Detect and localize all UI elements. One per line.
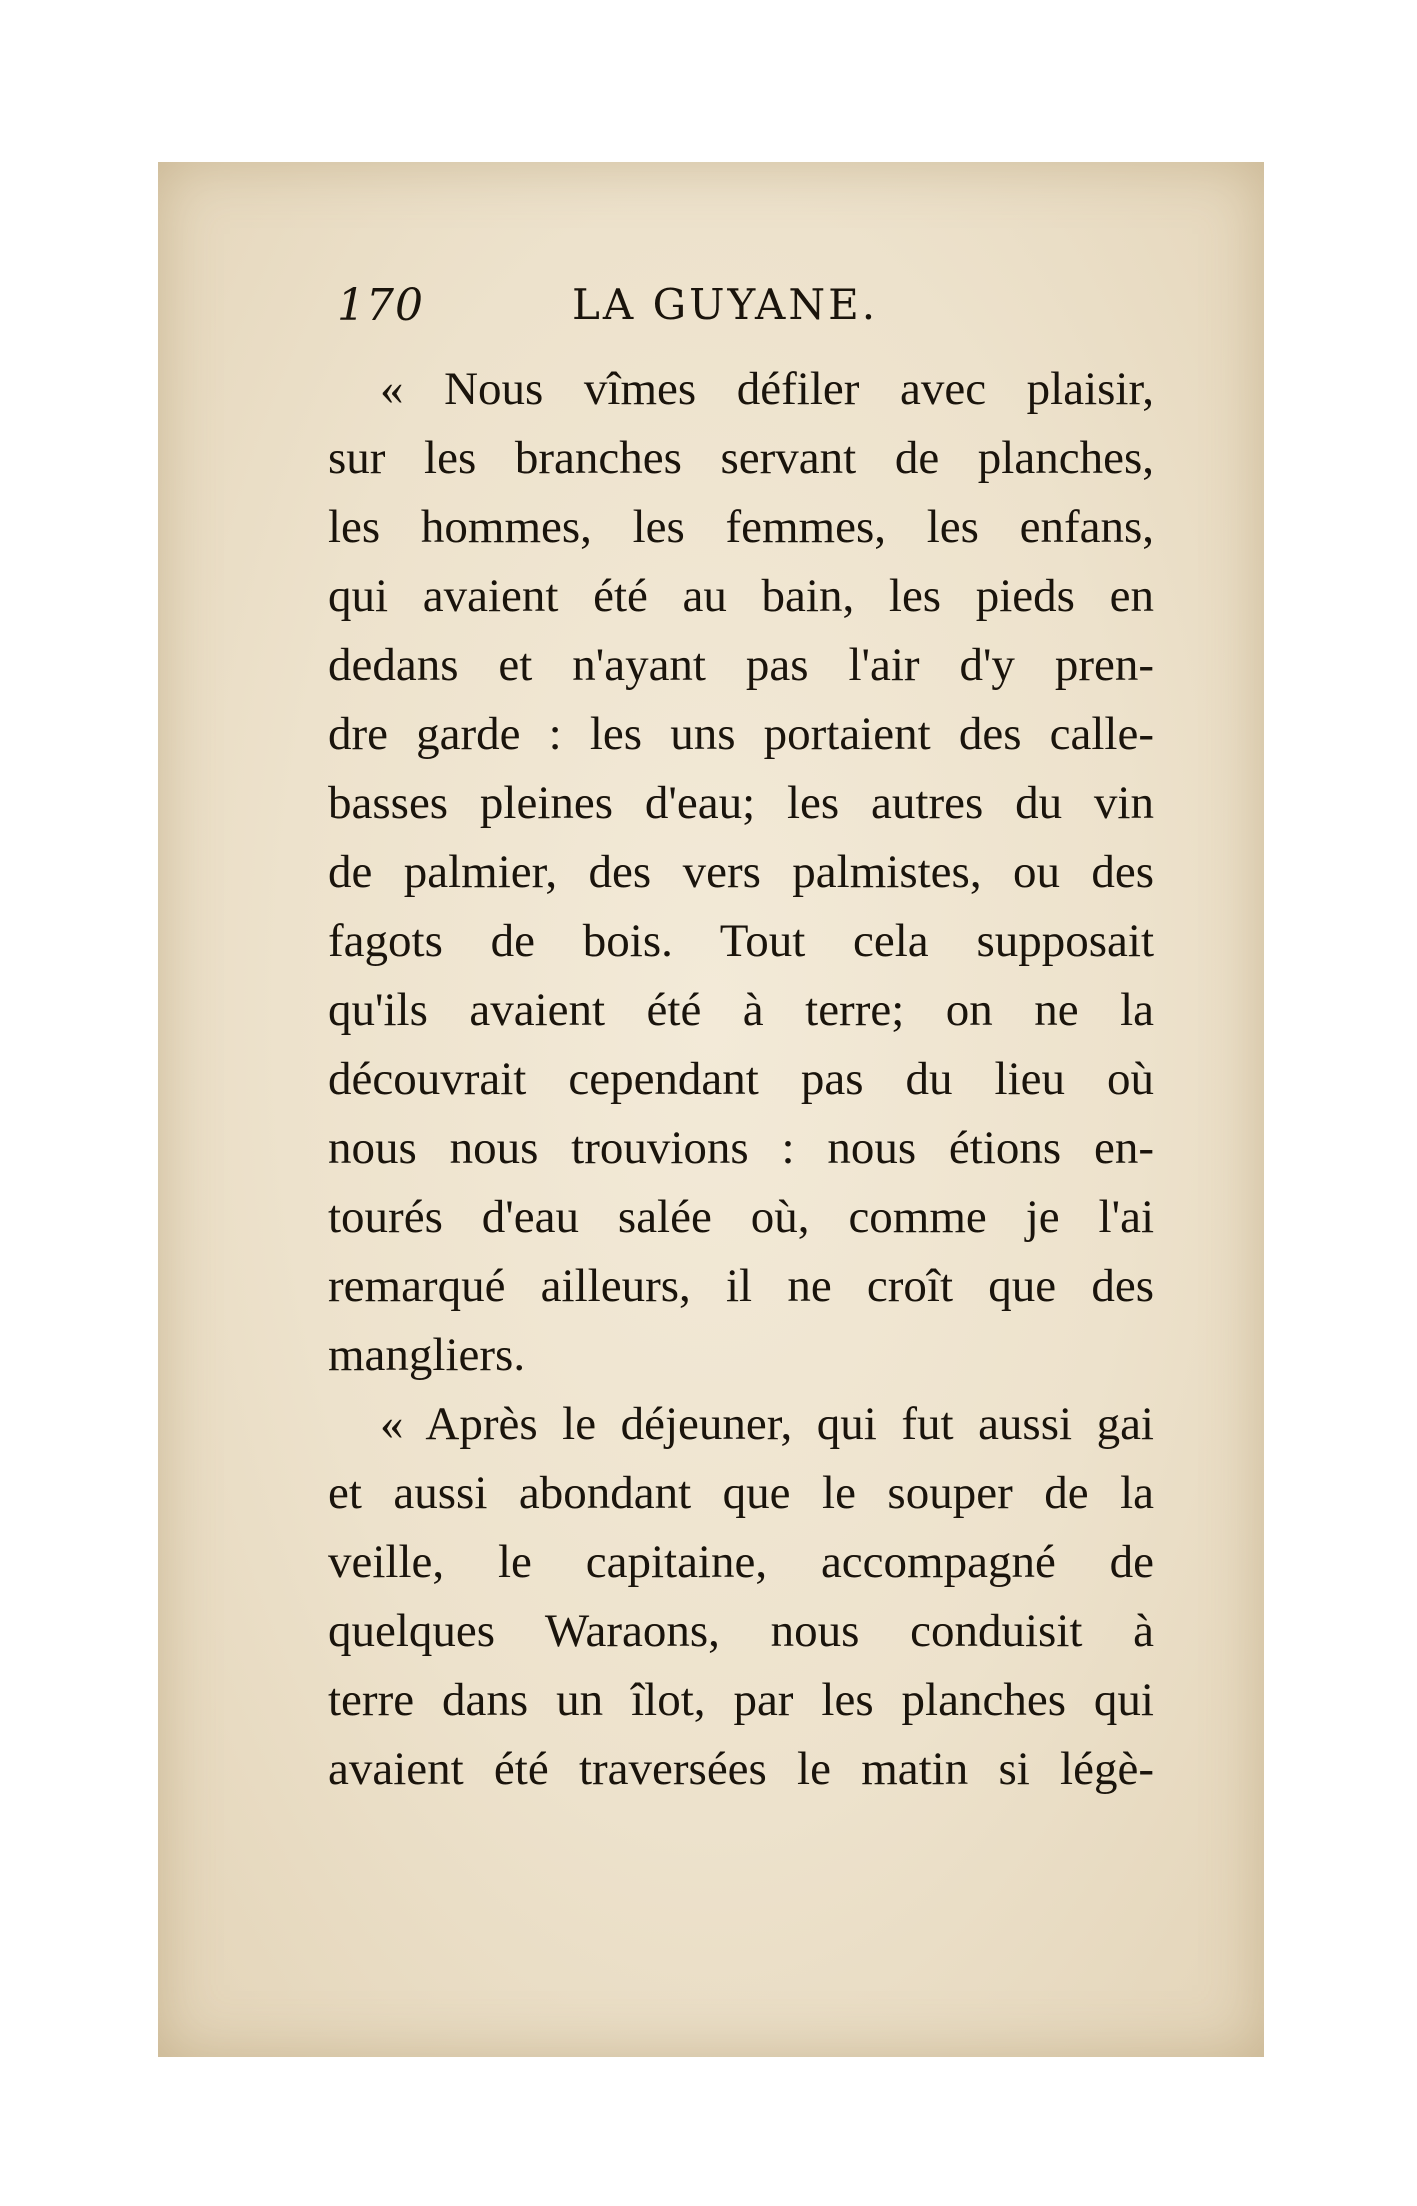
text-line: « Après le déjeuner, qui fut aussi gai: [380, 1398, 1154, 1450]
text-line: dre garde : les uns portaient des calle-: [328, 708, 1154, 760]
text-line: sur les branches servant de planches,: [328, 432, 1154, 484]
text-line: avaient été traversées le matin si légè-: [328, 1743, 1154, 1795]
text-line: dedans et n'ayant pas l'air d'y pren-: [328, 639, 1154, 691]
page-number: 170: [337, 280, 424, 331]
text-line: nous nous trouvions : nous étions en-: [328, 1122, 1154, 1174]
text-line: qu'ils avaient été à terre; on ne la: [328, 984, 1154, 1036]
text-line: mangliers.: [328, 1329, 526, 1381]
body-text: [328, 355, 1154, 1804]
text-line: tourés d'eau salée où, comme je l'ai: [328, 1191, 1154, 1243]
text-line: et aussi abondant que le souper de la: [328, 1467, 1154, 1519]
text-line: quelques Waraons, nous conduisit à: [328, 1605, 1154, 1657]
text-line: découvrait cependant pas du lieu où: [328, 1053, 1154, 1105]
page-header: [337, 280, 897, 350]
book-page: [158, 162, 1264, 2057]
running-title: LA GUYANE.: [572, 280, 879, 329]
text-line: les hommes, les femmes, les enfans,: [328, 501, 1154, 553]
text-line: veille, le capitaine, accompagné de: [328, 1536, 1154, 1588]
text-line: terre dans un îlot, par les planches qui: [328, 1674, 1154, 1726]
paragraph-1: [328, 355, 1154, 1390]
text-line: qui avaient été au bain, les pieds en: [328, 570, 1154, 622]
paragraph-2: [328, 1390, 1154, 1804]
text-line: de palmier, des vers palmistes, ou des: [328, 846, 1154, 898]
text-line: fagots de bois. Tout cela supposait: [328, 915, 1154, 967]
text-line: « Nous vîmes défiler avec plaisir,: [380, 363, 1154, 415]
text-line: basses pleines d'eau; les autres du vin: [328, 777, 1154, 829]
text-line: remarqué ailleurs, il ne croît que des: [328, 1260, 1154, 1312]
